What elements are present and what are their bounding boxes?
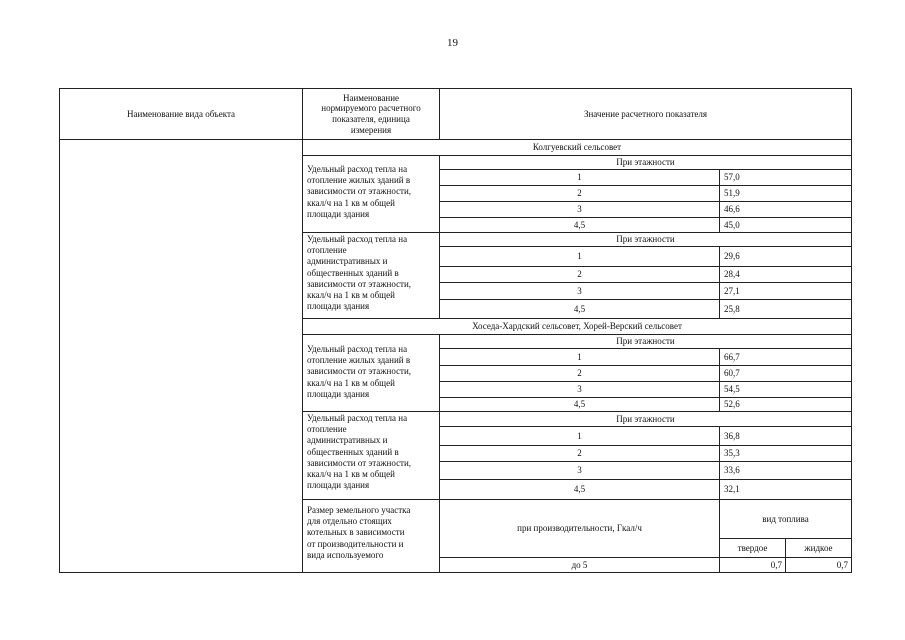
value-cell: 57,0 <box>724 172 740 182</box>
col-floors-divider <box>719 427 720 499</box>
floors-cell: 2 <box>577 448 582 458</box>
floors-cell: 1 <box>577 351 582 362</box>
value-cell: 36,8 <box>724 431 740 441</box>
floors-cell: 3 <box>577 285 582 296</box>
value-cell: 66,7 <box>724 352 740 362</box>
subheader-floors: При этажности <box>616 234 675 244</box>
floors-cell: 1 <box>577 430 582 441</box>
floors-cell: 2 <box>577 368 582 378</box>
header-indicator: Наименование нормируемого расчетного показателя, единица измерения <box>321 92 421 135</box>
value-cell: 45,0 <box>724 220 740 230</box>
header-value: Значение расчетного показателя <box>583 108 708 119</box>
col2-divider <box>439 335 440 411</box>
section-title: Хоседа-Хардский сельсовет, Хорей-Верский сельсовет <box>472 321 682 331</box>
col-floors-divider <box>719 247 720 318</box>
floors-cell: 3 <box>577 204 582 214</box>
value-cell: 52,6 <box>724 399 740 409</box>
value-cell: 32,1 <box>724 484 740 494</box>
col-floors-divider <box>719 170 720 232</box>
floors-cell: 2 <box>577 188 582 198</box>
floors-cell: 4,5 <box>573 484 586 494</box>
floors-cell: 1 <box>577 251 582 261</box>
floors-cell: 2 <box>577 269 582 279</box>
indicator-cell: Удельный расход тепла на отопление жилых зданий в зависимости от этажности, ккал/ч на 1 кв м общей площади здания <box>307 344 412 399</box>
value-cell: 60,7 <box>724 368 740 378</box>
fuel-type-header: вид топлива <box>762 513 809 524</box>
value-cell: 29,6 <box>724 251 740 261</box>
liquid-fuel-header: жидкое <box>804 542 833 553</box>
table-right-border <box>851 88 852 573</box>
value-cell: 54,5 <box>724 384 740 394</box>
table-left-border <box>59 88 60 573</box>
table-bottom-border <box>59 572 852 573</box>
subheader-floors: При этажности <box>616 157 675 167</box>
value-cell: 25,8 <box>724 304 740 314</box>
solid-value-cell: 0,7 <box>770 559 782 570</box>
col2-divider <box>439 233 440 318</box>
col2-divider <box>439 412 440 499</box>
value-cell: 46,6 <box>724 204 740 214</box>
indicator-cell: Удельный расход тепла на отопление административных и общественных зданий в зависимости от этажности, ккал/ч на 1 кв м общей площади здания <box>307 234 412 312</box>
liquid-value-cell: 0,7 <box>836 559 848 570</box>
capacity-cell: до 5 <box>571 559 588 570</box>
solid-fuel-header: твердое <box>737 542 768 553</box>
floors-cell: 4,5 <box>573 219 586 230</box>
capacity-header: при производительности, Гкал/ч <box>517 523 642 533</box>
floors-cell: 3 <box>577 465 582 475</box>
value-cell: 33,6 <box>724 465 740 475</box>
page-number: 19 <box>447 37 458 49</box>
indicator-cell: Удельный расход тепла на отопление жилых зданий в зависимости от этажности, ккал/ч на 1 кв м общей площади здания <box>307 164 412 219</box>
header-object-type: Наименование вида объекта <box>126 108 235 119</box>
indicator-cell: Размер земельного участка для отдельно стоящих котельных в зависимости от производительности и вида используемого <box>307 505 411 560</box>
floors-cell: 3 <box>577 384 582 394</box>
floors-cell: 4,5 <box>573 303 586 314</box>
value-cell: 51,9 <box>724 188 740 198</box>
floors-cell: 1 <box>577 172 582 182</box>
floors-cell: 4,5 <box>573 399 586 409</box>
section-title: Колгуевский сельсовет <box>532 142 622 152</box>
subheader-floors: При этажности <box>616 413 675 424</box>
subheader-floors: При этажности <box>616 336 675 346</box>
col2-divider <box>439 156 440 232</box>
value-cell: 27,1 <box>724 286 740 296</box>
value-cell: 28,4 <box>724 269 740 279</box>
value-cell: 35,3 <box>724 448 740 458</box>
indicator-cell: Удельный расход тепла на отопление административных и общественных зданий в зависимости от этажности, ккал/ч на 1 кв м общей площади здания <box>307 413 412 491</box>
col-floors-divider <box>719 349 720 411</box>
